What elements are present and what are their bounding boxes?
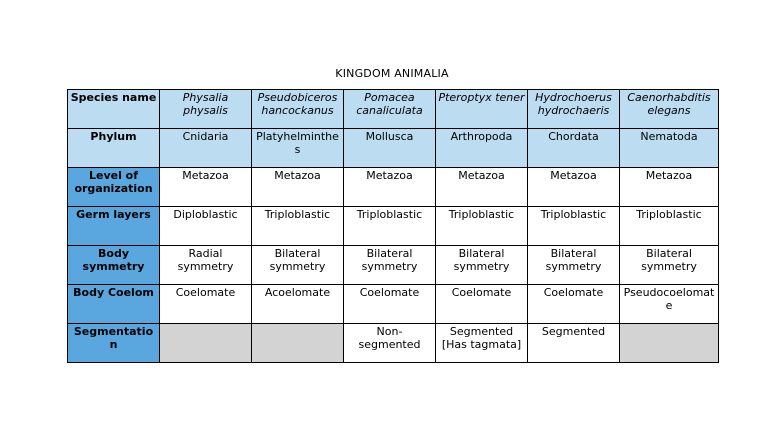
row-header-level-of-organization: Level of organization [68, 168, 160, 207]
table-cell: Diploblastic [160, 207, 252, 246]
page-title: KINGDOM ANIMALIA [335, 67, 449, 80]
table-cell: Metazoa [252, 168, 344, 207]
table-cell: Bilateral symmetry [344, 246, 436, 285]
table-row-level-of-organization [68, 168, 719, 207]
table-cell: Cnidaria [160, 129, 252, 168]
table-cell: Segmented [Has tagmata] [436, 324, 528, 363]
row-header-phylum: Phylum [68, 129, 160, 168]
table-cell: Radial symmetry [160, 246, 252, 285]
table-cell: Nematoda [620, 129, 719, 168]
table-cell: Metazoa [344, 168, 436, 207]
table-row-body-symmetry [68, 246, 719, 285]
table-cell: Triploblastic [620, 207, 719, 246]
table-cell: Triploblastic [436, 207, 528, 246]
animalia-table [67, 89, 719, 363]
table-row-germ-layers [68, 207, 719, 246]
table-row-species [68, 90, 719, 129]
table-cell: Bilateral symmetry [252, 246, 344, 285]
table-cell: Metazoa [160, 168, 252, 207]
table-cell: Arthropoda [436, 129, 528, 168]
table-row-segmentation [68, 324, 719, 363]
species-cell: Physalia physalis [160, 90, 252, 129]
table-cell: Triploblastic [528, 207, 620, 246]
empty-cell [620, 324, 719, 363]
table-cell: Coelomate [160, 285, 252, 324]
table-cell: Coelomate [528, 285, 620, 324]
table-cell: Bilateral symmetry [436, 246, 528, 285]
table-cell: Bilateral symmetry [528, 246, 620, 285]
species-cell: Hydrochoerus hydrochaeris [528, 90, 620, 129]
table-cell: Metazoa [620, 168, 719, 207]
table-cell: Acoelomate [252, 285, 344, 324]
table-cell: Non-segmented [344, 324, 436, 363]
table-cell: Chordata [528, 129, 620, 168]
table-cell: Triploblastic [252, 207, 344, 246]
empty-cell [160, 324, 252, 363]
table-cell: Triploblastic [344, 207, 436, 246]
table-cell: Metazoa [528, 168, 620, 207]
table-cell: Coelomate [436, 285, 528, 324]
table-cell: Metazoa [436, 168, 528, 207]
species-cell: Pseudobiceros hancockanus [252, 90, 344, 129]
row-header-body-coelom: Body Coelom [68, 285, 160, 324]
row-header-body-symmetry: Body symmetry [68, 246, 160, 285]
table-row-phylum [68, 129, 719, 168]
table-cell: Mollusca [344, 129, 436, 168]
table-cell: Segmented [528, 324, 620, 363]
species-cell: Caenorhabditis elegans [620, 90, 719, 129]
species-cell: Pteroptyx tener [436, 90, 528, 129]
table-cell: Pseudocoelomate [620, 285, 719, 324]
table-cell: Coelomate [344, 285, 436, 324]
row-header-germ-layers: Germ layers [68, 207, 160, 246]
row-header-segmentation: Segmentation [68, 324, 160, 363]
table-cell: Platyhelminthes [252, 129, 344, 168]
empty-cell [252, 324, 344, 363]
table-row-body-coelom [68, 285, 719, 324]
species-cell: Pomacea canaliculata [344, 90, 436, 129]
row-header-species-name: Species name [68, 90, 160, 129]
table-cell: Bilateral symmetry [620, 246, 719, 285]
